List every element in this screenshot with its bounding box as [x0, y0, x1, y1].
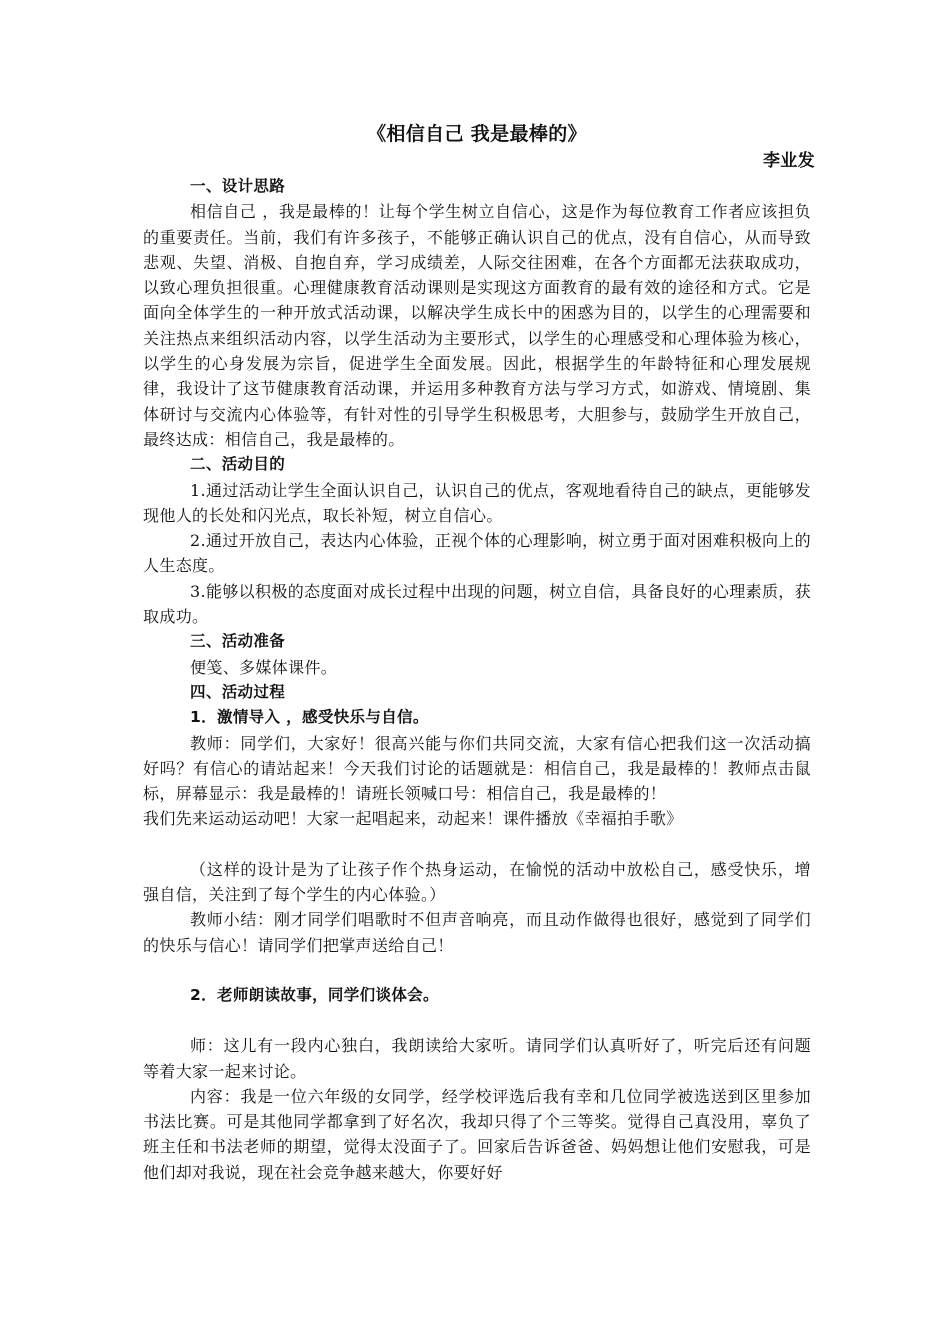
paragraph-story-content: 内容：我是一位六年级的女同学，经学校评选后我有幸和几位同学被选送到区里参加书法比赛。可是其他同学都拿到了好名次，我却只得了个三等奖。觉得自己真没用，辜负了班主任和书法老师的期望，觉得太没面子了。回家后告诉爸爸、妈妈想让他们安慰我，可是他们却对我说，现在社会竞争越来越大，你要好好 — [143, 1086, 811, 1182]
paragraph-warmup: 我们先来运动运动吧！大家一起唱起来，动起来！课件播放《幸福拍手歌》 — [143, 809, 683, 829]
paragraph-teacher-intro: 教师：同学们，大家好！很高兴能与你们共同交流，大家有信心把我们这一次活动搞好吗？有信心的请站起来！今天我们讨论的话题就是：相信自己，我是最棒的！教师点击鼠标，屏幕显示：我是最棒的！请班长领喊口号：相信自己，我是最棒的！ — [143, 733, 811, 804]
section-heading-preparation: 三、活动准备 — [190, 632, 286, 651]
step-heading-1: 1．激情导入 ，感受快乐与自信。 — [190, 708, 429, 727]
author-name: 李业发 — [762, 151, 815, 171]
section-heading-purpose: 二、活动目的 — [190, 455, 286, 474]
blank-line — [143, 1008, 811, 1033]
purpose-item-2: 2.通过开放自己，表达内心体验，正视个体的心理影响，树立勇于面对困难积极向上的人生态度。 — [143, 531, 811, 576]
section-heading-process: 四、活动过程 — [190, 682, 286, 701]
purpose-item-1: 1.通过活动让学生全面认识自己，认识自己的优点，客观地看待自己的缺点，更能够发现他人的长处和闪光点，取长补短，树立自信心。 — [143, 480, 811, 525]
document-body — [143, 120, 815, 1185]
paragraph-preparation: 便笺、多媒体课件。 — [190, 657, 338, 677]
blank-line — [143, 832, 811, 857]
blank-line — [143, 958, 811, 983]
paragraph-teacher-summary: 教师小结：刚才同学们唱歌时不但声音响亮，而且动作做得也很好，感觉到了同学们的快乐与信心！请同学们把掌声送给自己！ — [143, 910, 811, 955]
document-title: 《相信自己 我是最棒的》 — [367, 123, 587, 145]
paragraph-story-intro: 师：这儿有一段内心独白，我朗读给大家听。请同学们认真听好了，听完后还有问题等着大家一起来讨论。 — [143, 1036, 811, 1081]
section-heading-design: 一、设计思路 — [190, 177, 286, 195]
paragraph-design-note: （这样的设计是为了让孩子作个热身运动，在愉悦的活动中放松自己，感受快乐，增强自信，关注到了每个学生的内心体验。） — [143, 859, 811, 905]
purpose-item-3: 3.能够以积极的态度面对成长过程中出现的问题，树立自信，具备良好的心理素质，获取成功。 — [143, 581, 811, 627]
step-heading-2: 2．老师朗读故事，同学们谈体会。 — [190, 985, 439, 1004]
paragraph-design: 相信自己 ，我是最棒的！让每个学生树立自信心，这是作为每位教育工作者应该担负的重要责任。当前，我们有许多孩子，不能够正确认识自己的优点，没有自信心，从而导致悲观、失望、消极、自抱自弃，学习成绩差，人际交往困难，在各个方面都无法获取成功，以致心理负担很重。心理健康教育活动课则是实现这方面教育的最有效的途径和方式。它是面向全体学生的一种开放式活动课，以解决学生成长中的困惑为目的，以学生的心理需要和关注热点来组织活动内容，以学生活动为主要形式，以学生的心理感受和心理体验为核心，以学生的心身发展为宗旨，促进学生全面发展。因此，根据学生的年龄特征和心理发展规律，我设计了这节健康教育活动课，并运用多种教育方法与学习方式，如游戏、情境剧、集体研讨与交流内心体验等，有针对性的引导学生积极思考，大胆参与，鼓励学生开放自己，最终达成：相信自己，我是最棒的。 — [143, 202, 811, 449]
